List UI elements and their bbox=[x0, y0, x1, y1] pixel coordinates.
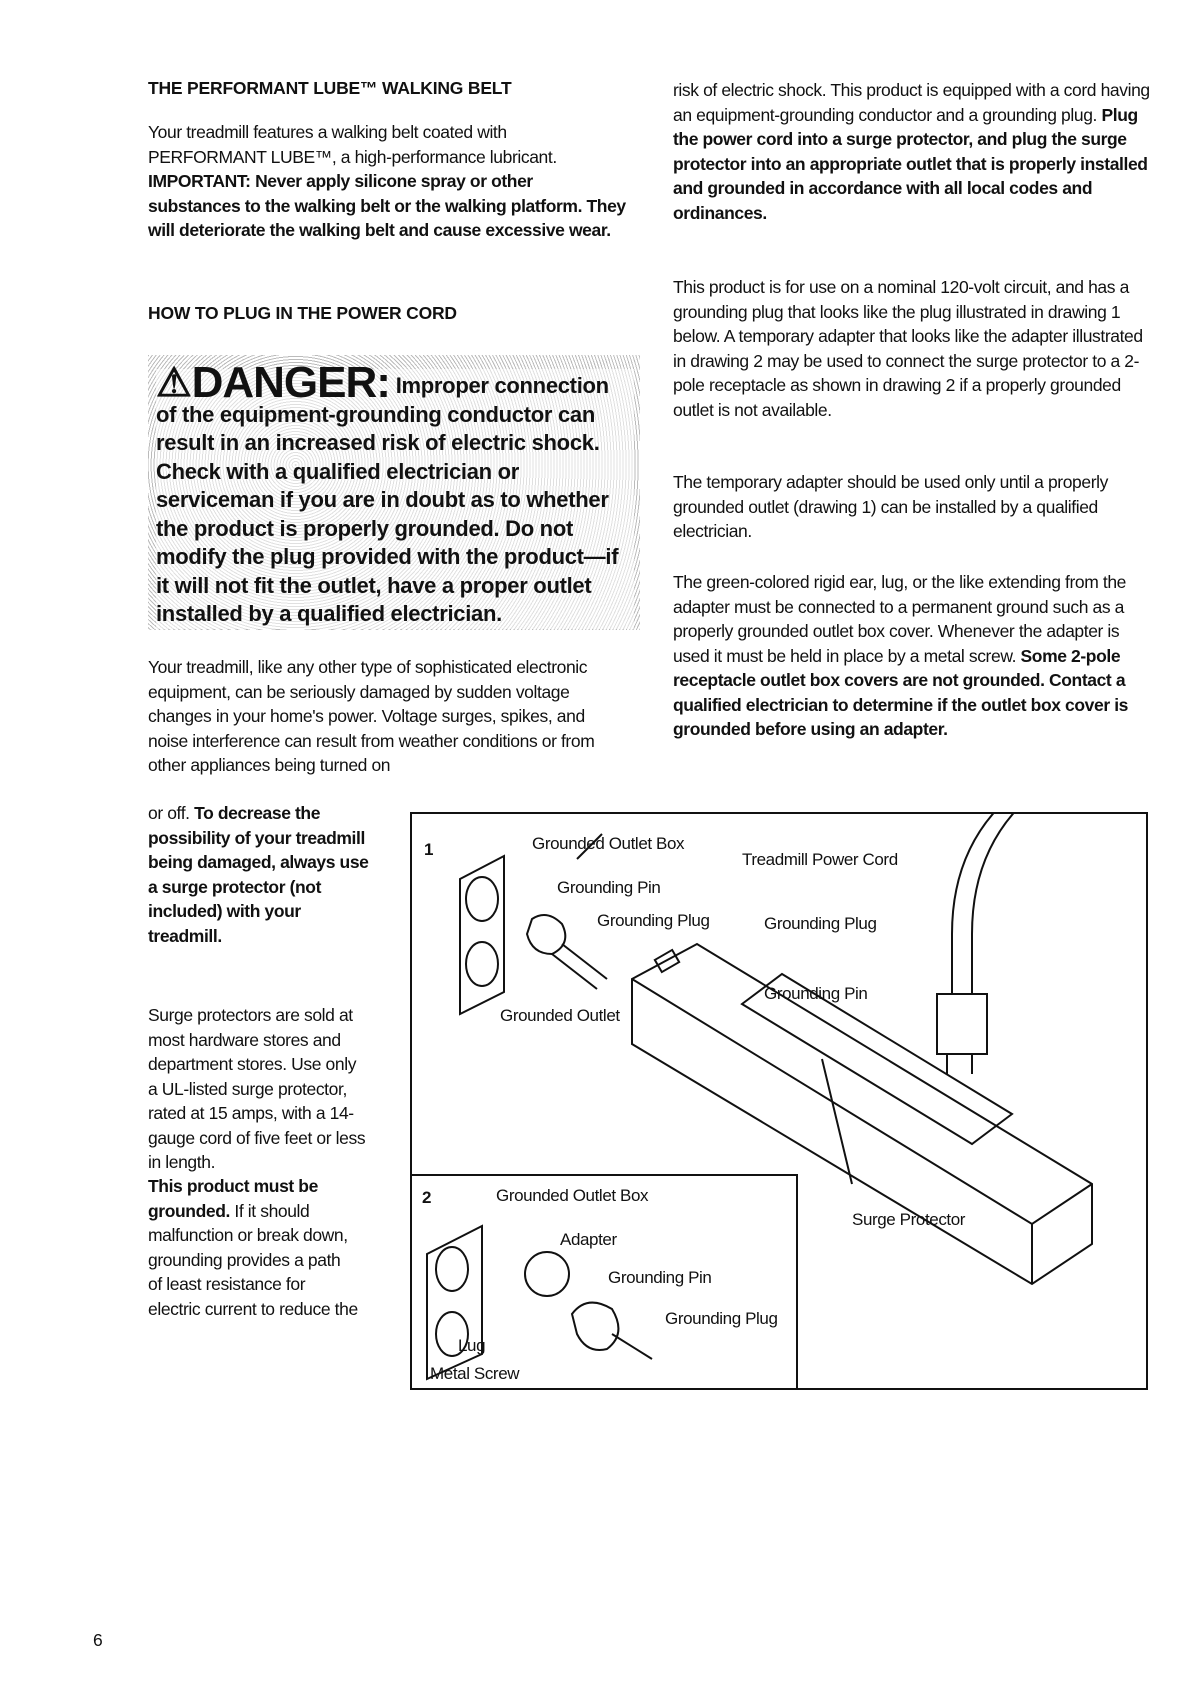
grounding-text: If it should malfunction or break down, grounding provides a path of least resistance for electric current to reduce the bbox=[148, 1200, 358, 1319]
danger-text: Improper connection of the equipment-grounding conductor can result in an increased risk of electric shock. Check with a qualified electrician or serviceman if you are in doubt as to whether the product is properly grounded. Do not modify the plug provided with the product—if it will not fit the outlet, have a proper outlet installed by a qualified electrician. bbox=[156, 373, 619, 626]
label-grounding-plug-cord: Grounding Plug bbox=[764, 914, 877, 933]
belt-warning: IMPORTANT: Never apply silicone spray or other substances to the walking belt or the walking platform. They will deteriorate the walking belt and cause excessive wear. bbox=[148, 171, 626, 240]
label-metal-screw: Metal Screw bbox=[430, 1364, 520, 1383]
belt-text: Your treadmill features a walking belt coated with PERFORMANT LUBE™, a high-performance lubricant. bbox=[148, 122, 557, 167]
label-grounded-outlet: Grounded Outlet bbox=[500, 1006, 620, 1025]
label-grounded-outlet-box-2: Grounded Outlet Box bbox=[496, 1186, 649, 1205]
drawing-2-box bbox=[410, 1174, 798, 1390]
danger-box bbox=[148, 355, 640, 630]
r4-text: The green-colored rigid ear, lug, or the like extending from the adapter must be connected to a permanent ground such as a properly grounded outlet box cover. Whenever the adapter is used it must be held in place by a metal screw. bbox=[673, 572, 1127, 666]
danger-label: DANGER: bbox=[191, 358, 390, 407]
grounding-paragraph bbox=[148, 1174, 358, 1321]
page-number: 6 bbox=[93, 1630, 103, 1650]
label-grounding-pin-cord: Grounding Pin bbox=[764, 984, 868, 1003]
surge-paragraph: Your treadmill, like any other type of sophisticated electronic equipment, can be seriously damaged by sudden voltage changes in your home's power. Voltage surges, spikes, and noise interference can result from weather conditions or from other appliances being turned on bbox=[148, 657, 595, 775]
surge-advice: To decrease the possibility of your treadmill being damaged, always use a surge protector (not included) with your treadmill. bbox=[148, 803, 369, 946]
label-grounding-pin-1: Grounding Pin bbox=[557, 878, 661, 897]
label-grounding-plug-1: Grounding Plug bbox=[597, 911, 710, 930]
drawing-2-number: 2 bbox=[422, 1188, 432, 1207]
right-paragraph-3: The temporary adapter should be used only until a properly grounded outlet (drawing 1) can be installed by a qualified electrician. bbox=[673, 472, 1108, 541]
r4-bold: Some 2-pole receptacle outlet box covers are not grounded. Contact a qualified electrician to determine if the outlet box cover is grounded before using an adapter. bbox=[673, 645, 1129, 739]
label-adapter: Adapter bbox=[560, 1230, 617, 1249]
surge-protector-paragraph: Surge protectors are sold at most hardware stores and department stores. Use only a UL-listed surge protector, rated at 15 amps, with a 14-gauge cord of five feet or less in length. bbox=[148, 1005, 366, 1172]
grounding-bold: This product must be grounded. bbox=[148, 1176, 318, 1221]
label-grounding-pin-2: Grounding Pin bbox=[608, 1268, 712, 1287]
label-lug: Lug bbox=[458, 1336, 486, 1355]
right-paragraph-1 bbox=[673, 78, 1153, 225]
label-grounding-plug-2: Grounding Plug bbox=[665, 1309, 778, 1328]
walking-belt-paragraph bbox=[148, 120, 628, 243]
surge-narrow-paragraph bbox=[148, 801, 378, 948]
heading-power-cord: HOW TO PLUG IN THE POWER CORD bbox=[148, 303, 457, 323]
label-surge-protector: Surge Protector bbox=[852, 1210, 966, 1229]
warning-triangle-icon: ⚠ bbox=[156, 361, 192, 405]
right-paragraph-2: This product is for use on a nominal 120-volt circuit, and has a grounding plug that looks like the plug illustrated in drawing 1 below. A temporary adapter that looks like the adapter illustrated in drawing 2 may be used to connect the surge protector to a 2-pole receptacle as shown in drawing 2 if a properly grounded outlet is not available. bbox=[673, 277, 1143, 420]
heading-walking-belt: THE PERFORMANT LUBE™ WALKING BELT bbox=[148, 78, 512, 98]
right-paragraph-4 bbox=[673, 570, 1151, 742]
r1-text: risk of electric shock. This product is equipped with a cord having an equipment-grounding conductor and a grounding plug. bbox=[673, 80, 1150, 125]
label-grounded-outlet-box-1: Grounded Outlet Box bbox=[532, 834, 685, 853]
r1-bold: Plug the power cord into a surge protector, and plug the surge protector into an appropriate outlet that is properly installed and grounded in accordance with all local codes and ordinances. bbox=[673, 104, 1148, 223]
drawing-1-number: 1 bbox=[424, 840, 434, 859]
label-treadmill-power-cord: Treadmill Power Cord bbox=[742, 850, 898, 869]
surge-cont: or off. bbox=[148, 803, 195, 823]
